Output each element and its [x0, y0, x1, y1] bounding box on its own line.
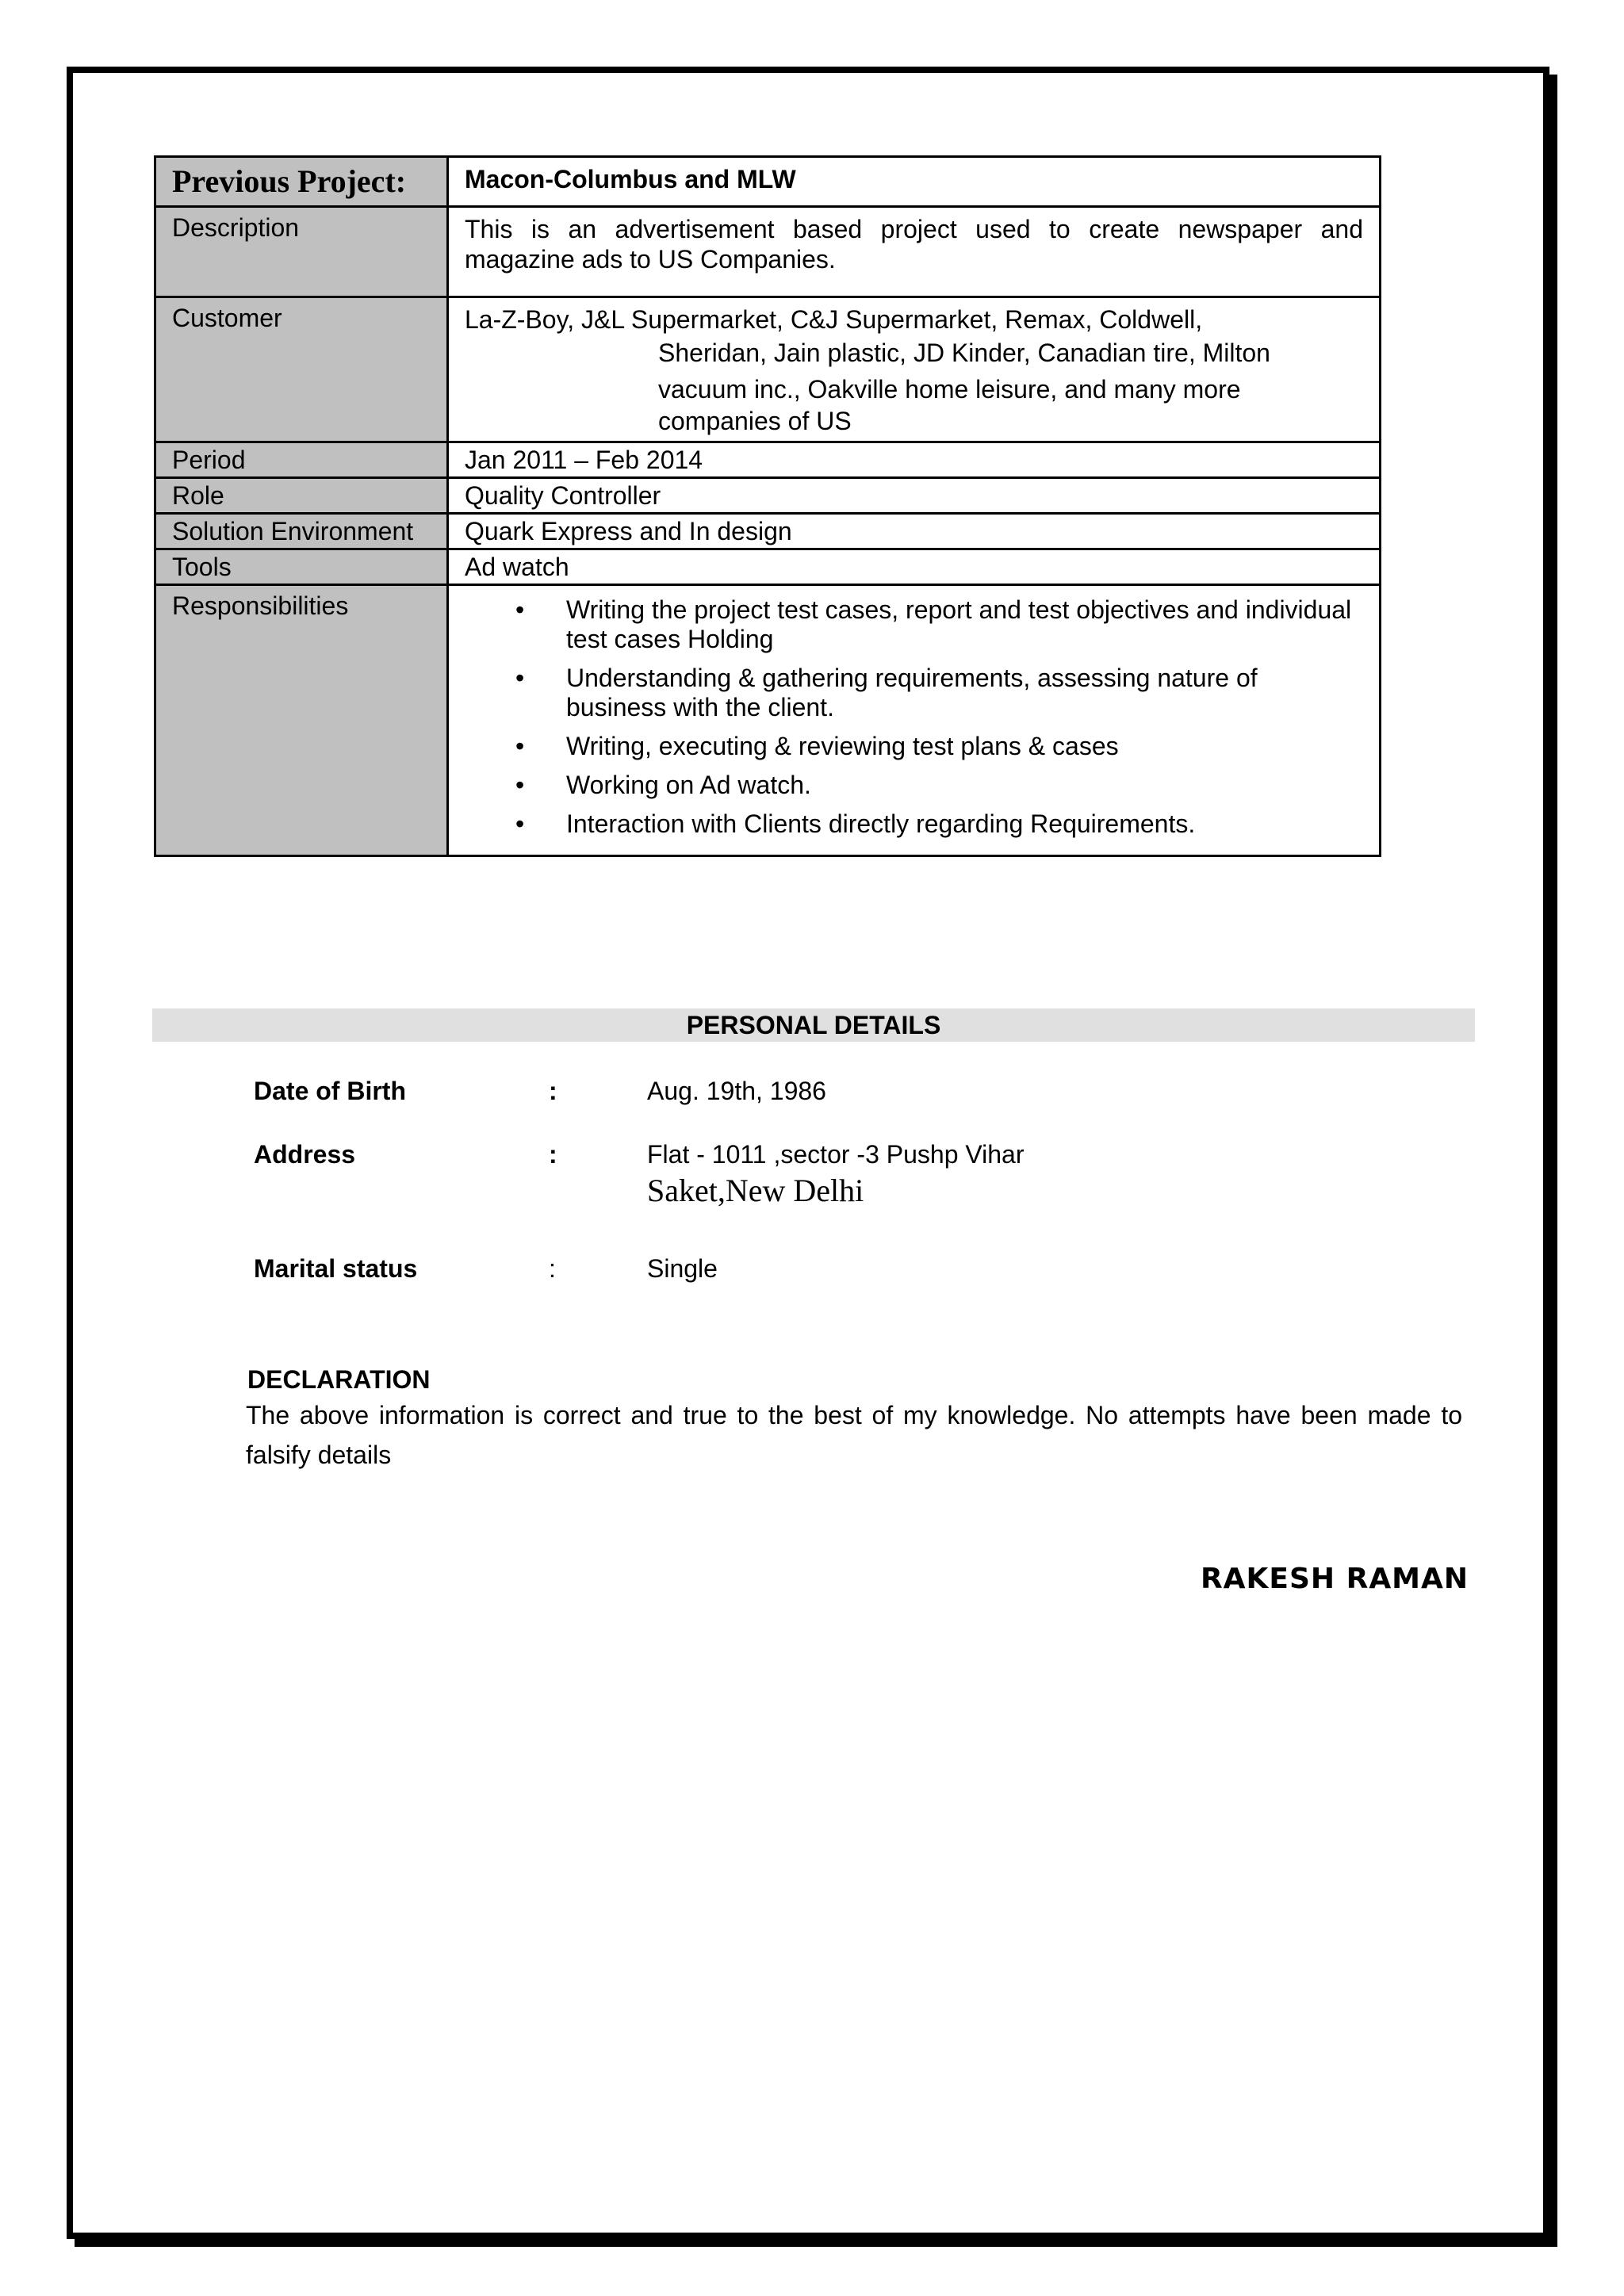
list-item: • Writing, executing & reviewing test plans & cases [566, 732, 1363, 761]
list-item: • Working on Ad watch. [566, 771, 1363, 800]
table-row [155, 297, 1381, 442]
table-row [155, 585, 1381, 856]
colon: : [549, 1140, 557, 1169]
role-label: Role [155, 478, 448, 514]
period-label: Period [155, 442, 448, 478]
solution-environment-value: Quark Express and In design [448, 514, 1381, 549]
personal-details-heading: PERSONAL DETAILS [152, 1008, 1475, 1042]
responsibilities-label: Responsibilities [155, 585, 448, 856]
customer-line: La-Z-Boy, J&L Supermarket, C&J Supermarket, Remax, Coldwell, [465, 305, 1203, 334]
responsibilities-list [465, 595, 1363, 839]
table-row [155, 478, 1381, 514]
description-value: This is an advertisement based project used to create newspaper and magazine ads to US Companies. [448, 207, 1381, 297]
customer-line: companies of US [658, 407, 852, 435]
list-item: • Writing the project test cases, report and test objectives and individual test cases Holding [566, 595, 1363, 654]
address-value [647, 1138, 1025, 1211]
table-row [155, 549, 1381, 585]
colon: : [549, 1077, 557, 1105]
role-value: Quality Controller [448, 478, 1381, 514]
project-name-cell [448, 157, 1381, 207]
project-name: Macon-Columbus and MLW [465, 165, 796, 193]
declaration-heading: DECLARATION [247, 1365, 431, 1394]
address-line: Flat - 1011 ,sector -3 Pushp Vihar [647, 1140, 1025, 1169]
address-label: Address [254, 1140, 356, 1169]
tools-value: Ad watch [448, 549, 1381, 585]
table-row [155, 442, 1381, 478]
declaration-text: The above information is correct and true to the best of my knowledge. No attempts have been made to falsify details [246, 1401, 1462, 1469]
previous-project-label-cell [155, 157, 448, 207]
solution-environment-label: Solution Environment [155, 514, 448, 549]
marital-status-label: Marital status [254, 1254, 418, 1283]
table-row [155, 157, 1381, 207]
customer-label: Customer [155, 297, 448, 442]
tools-label: Tools [155, 549, 448, 585]
previous-project-label: Previous Project: [172, 163, 407, 199]
marital-status-value: Single [647, 1254, 718, 1283]
dob-label: Date of Birth [254, 1077, 406, 1105]
table-row [155, 207, 1381, 297]
customer-line: vacuum inc., Oakville home leisure, and many more [658, 375, 1241, 404]
description-label: Description [155, 207, 448, 297]
colon: : [549, 1254, 556, 1283]
address-line: Saket,New Delhi [647, 1173, 864, 1208]
dob-value: Aug. 19th, 1986 [647, 1077, 826, 1105]
responsibilities-cell [448, 585, 1381, 856]
signature-name: RAKESH RAMAN [1200, 1563, 1469, 1595]
table-row [155, 514, 1381, 549]
list-item: • Understanding & gathering requirements, assessing nature of business with the client. [566, 664, 1363, 722]
period-value: Jan 2011 – Feb 2014 [448, 442, 1381, 478]
customer-value [448, 297, 1381, 442]
customer-line: Sheridan, Jain plastic, JD Kinder, Canadian tire, Milton [658, 339, 1270, 367]
list-item: • Interaction with Clients directly regarding Requirements. [566, 809, 1363, 839]
project-table [154, 155, 1381, 857]
